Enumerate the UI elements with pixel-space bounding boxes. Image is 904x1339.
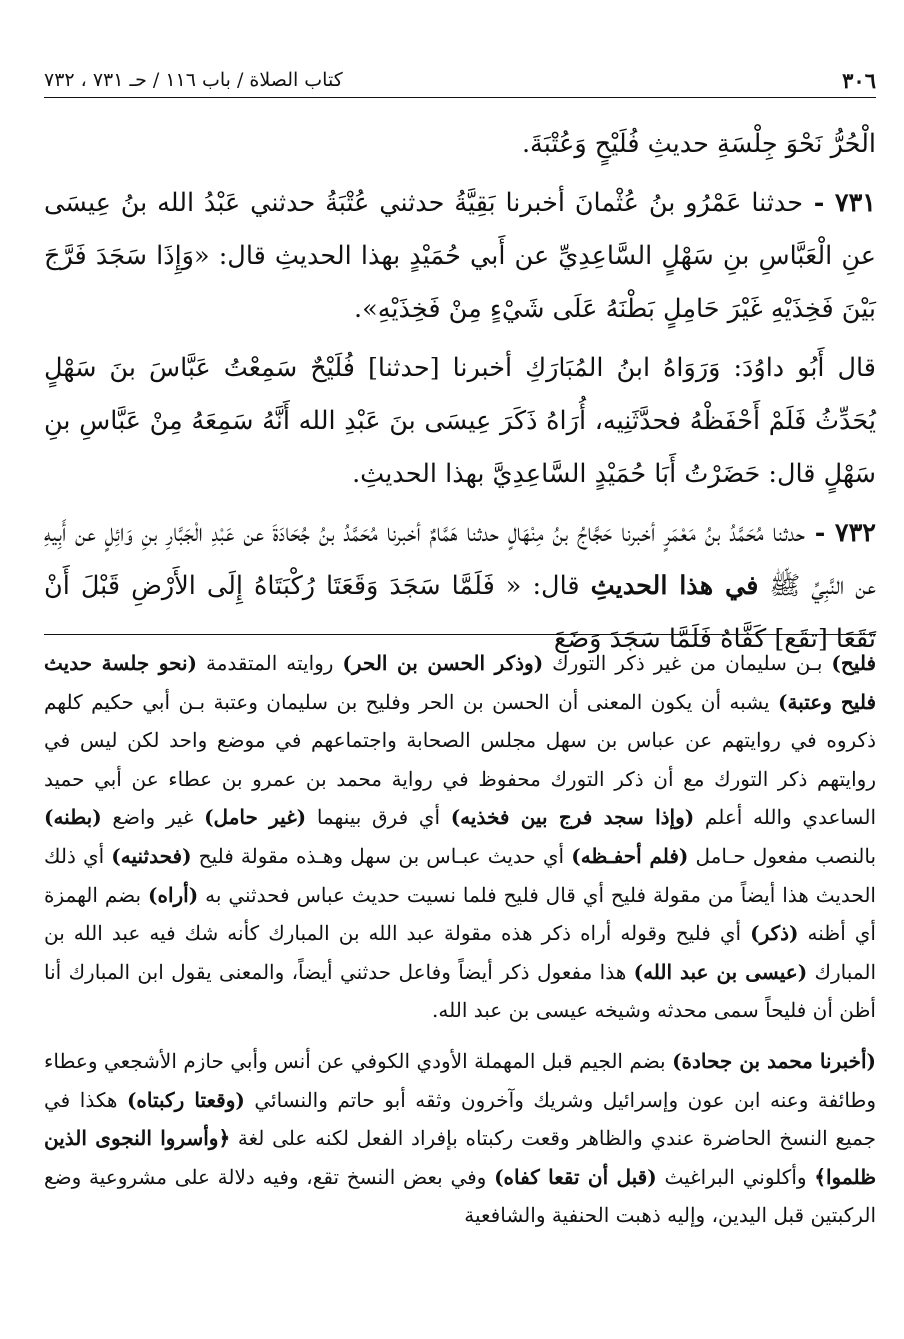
text-span: أي فليح وقوله أراه ذكر هذه مقولة عبد الله بن المبارك كأنه شك فيه عبد الله بن المبارك [44, 921, 876, 984]
bold-phrase: (قبل أن تقعا كفاه) [494, 1164, 657, 1189]
bold-phrase: (غير حامل) [204, 805, 307, 830]
text-span: أي فرق بينهما [306, 805, 451, 830]
commentary-text [44, 644, 876, 1235]
bold-phrase: (ذكر) [750, 921, 799, 946]
text-span: هكذا في جميع النسخ الحاضرة عندي والظاهر وقعت ركبتاه بإفراد الفعل لكنه على لغة [44, 1087, 876, 1151]
bold-phrase: (فلم أحفـظه) [571, 843, 689, 868]
bold-phrase: (وقعتا ركبتاه) [126, 1087, 245, 1112]
commentary-paragraph [44, 644, 876, 1030]
text-span: غير واضع [101, 805, 205, 830]
text-span: حدثنا عَمْرُو بنُ عُثْمانَ أخبرنا بَقِيَّةُ حدثني عُتْبَةُ حدثني عَبْدُ الله بنُ عِيسَى عنِ الْعَبَّاسِ بنِ سَهْلٍ السَّاعِدِيِّ عن أَبي حُمَيْدٍ بهذا الحديثِ قال: «وَإِذَا سَجَدَ فَرَّجَ بَيْنَ فَخِذَيْهِ غَيْرَ حَامِلٍ بَطْنَهُ عَلَى شَيْءٍ مِنْ فَخِذَيْهِ». [44, 188, 876, 324]
bold-phrase: (نحو جلسة حديث فليح وعتبة) [44, 651, 877, 714]
commentary-paragraph [44, 1042, 876, 1235]
text-span: قال: « فَلَمَّا سَجَدَ وَقَعَتَا رُكْبَتَاهُ إِلَى الأَرْضِ قَبْلَ أَنْ تَقَعَا [تقَع] كَفَّاهُ فَلَمَّا سَجَدَ وَضَعَ [44, 571, 876, 654]
hadith-paragraph [44, 507, 876, 666]
text-span: بضم الجيم قبل المهملة الأودي الكوفي عن أنس وأبي حازم الأشجعي وعطاء وطائفة وعنه ابن عون وإسرائيل وشريك وآخرون وثقه أبو حاتم والنسائي [44, 1048, 876, 1112]
hadith-paragraph [44, 342, 876, 501]
bold-phrase: (وإذا سجد فرج بين فخذيه) [450, 805, 695, 830]
footnote-divider [44, 634, 876, 635]
text-span: حدثنا مُحَمَّدُ بنُ مَعْمَرٍ أخبرنا حَجَّاجُ بنُ مِنْهَالٍ حدثنا هَمَّامٌ أخبرنا مُحَمَّدُ بنُ جُحَادَةَ عن عَبْدِ الْجَبَّارِ بنِ وَائِلٍ عن أَبِيهِ عن النَّبِيِّ ﷺ [44, 518, 876, 601]
bold-phrase: في هذا الحديثِ [590, 571, 759, 601]
text-span: بـن سليمان من غير ذكر التورك [543, 651, 832, 675]
text-span: وأكلوني البراغيث [656, 1164, 815, 1189]
running-header [44, 64, 876, 96]
text-span: وفي بعض النسخ تقع، وفيه دلالة على مشروعية وضع الركبتين قبل اليدين، وإليه ذهبت الحنفية والشافعية [44, 1164, 876, 1228]
bold-phrase: ٧٣١ - [803, 188, 876, 218]
book-page [44, 50, 876, 1320]
text-span: أي ذلك الحديث هذا أيضاً من مقولة فليح أي قال فليح فلما نسيت حديث عباس فحدثني به [44, 843, 876, 907]
text-span: روايته المتقدمة [197, 651, 343, 675]
bold-phrase: (فحدثنيه) [111, 843, 192, 868]
header-title: كتاب الصلاة / باب ١١٦ / حـ ٧٣١ ، ٧٣٢ [44, 69, 343, 91]
bold-phrase: فليح) [831, 651, 877, 675]
bold-phrase: ﴿وأسروا النجوى الذين ظلموا﴾ [44, 1126, 876, 1189]
hadith-paragraph [44, 118, 876, 171]
text-span: بالنصب مفعول حـامل [688, 843, 877, 868]
text-span: أي حديث عبـاس بن سهل وهـذه مقولة فليح [191, 843, 572, 868]
hadith-paragraph [44, 177, 876, 336]
bold-phrase: ٧٣٢ - [805, 518, 876, 548]
bold-phrase: (أخبرنا محمد بن جحادة) [672, 1048, 876, 1073]
bold-phrase: (أراه) [148, 882, 199, 907]
bold-phrase: (وذكر الحسن بن الحر) [342, 651, 544, 675]
bold-phrase: (عيسى بن عبد الله) [633, 959, 808, 984]
text-span: بضم الهمزة أي أظنه [44, 882, 876, 946]
hadith-text [44, 118, 876, 666]
header-rule [44, 97, 876, 98]
page-number: ٣٠٦ [842, 67, 876, 93]
text-span: الْحُرُّ نَحْوَ جِلْسَةِ حديثِ فُلَيْحٍ وَعُتْبَةَ. [521, 129, 876, 159]
text-span: يشبه أن يكون المعنى أن الحسن بن الحر وفليح بن سليمان وعتبة بـن أبي حكيم كلهم ذكروه في روايتهم عن عباس بن سهل مجلس الصحابة واجتماعهم في موضع واحد لكن ليس في روايتهم ذكر التورك مع أن ذكر التورك محفوظ في رواية محمد بن عمرو بن عطاء عن أبي حميد الساعدي والله أعلم [44, 689, 877, 830]
bold-phrase: (بطنه) [44, 805, 102, 830]
text-span: قال أَبُو داوُدَ: وَرَوَاهُ ابنُ المُبَارَكِ أخبرنا [حدثنا] فُلَيْحٌ سَمِعْتُ عَبَّاسَ بنَ سَهْلٍ يُحَدِّثُ فَلَمْ أَحْفَظْهُ فحدَّثَنِيه، أُرَاهُ ذَكَرَ عِيسَى بنَ عَبْدِ الله أَنَّهُ سَمِعَهُ مِنْ عَبَّاسِ بنِ سَهْلٍ قال: حَضَرْتُ أَبَا حُمَيْدٍ السَّاعِدِيَّ بهذا الحديثِ. [44, 353, 876, 489]
text-span: هذا مفعول ذكر أيضاً وفاعل حدثني أيضاً، والمعنى يقول ابن المبارك أنا أظن أن فليحاً سمى محدثه وشيخه عيسى بن عبد الله. [44, 959, 876, 1023]
